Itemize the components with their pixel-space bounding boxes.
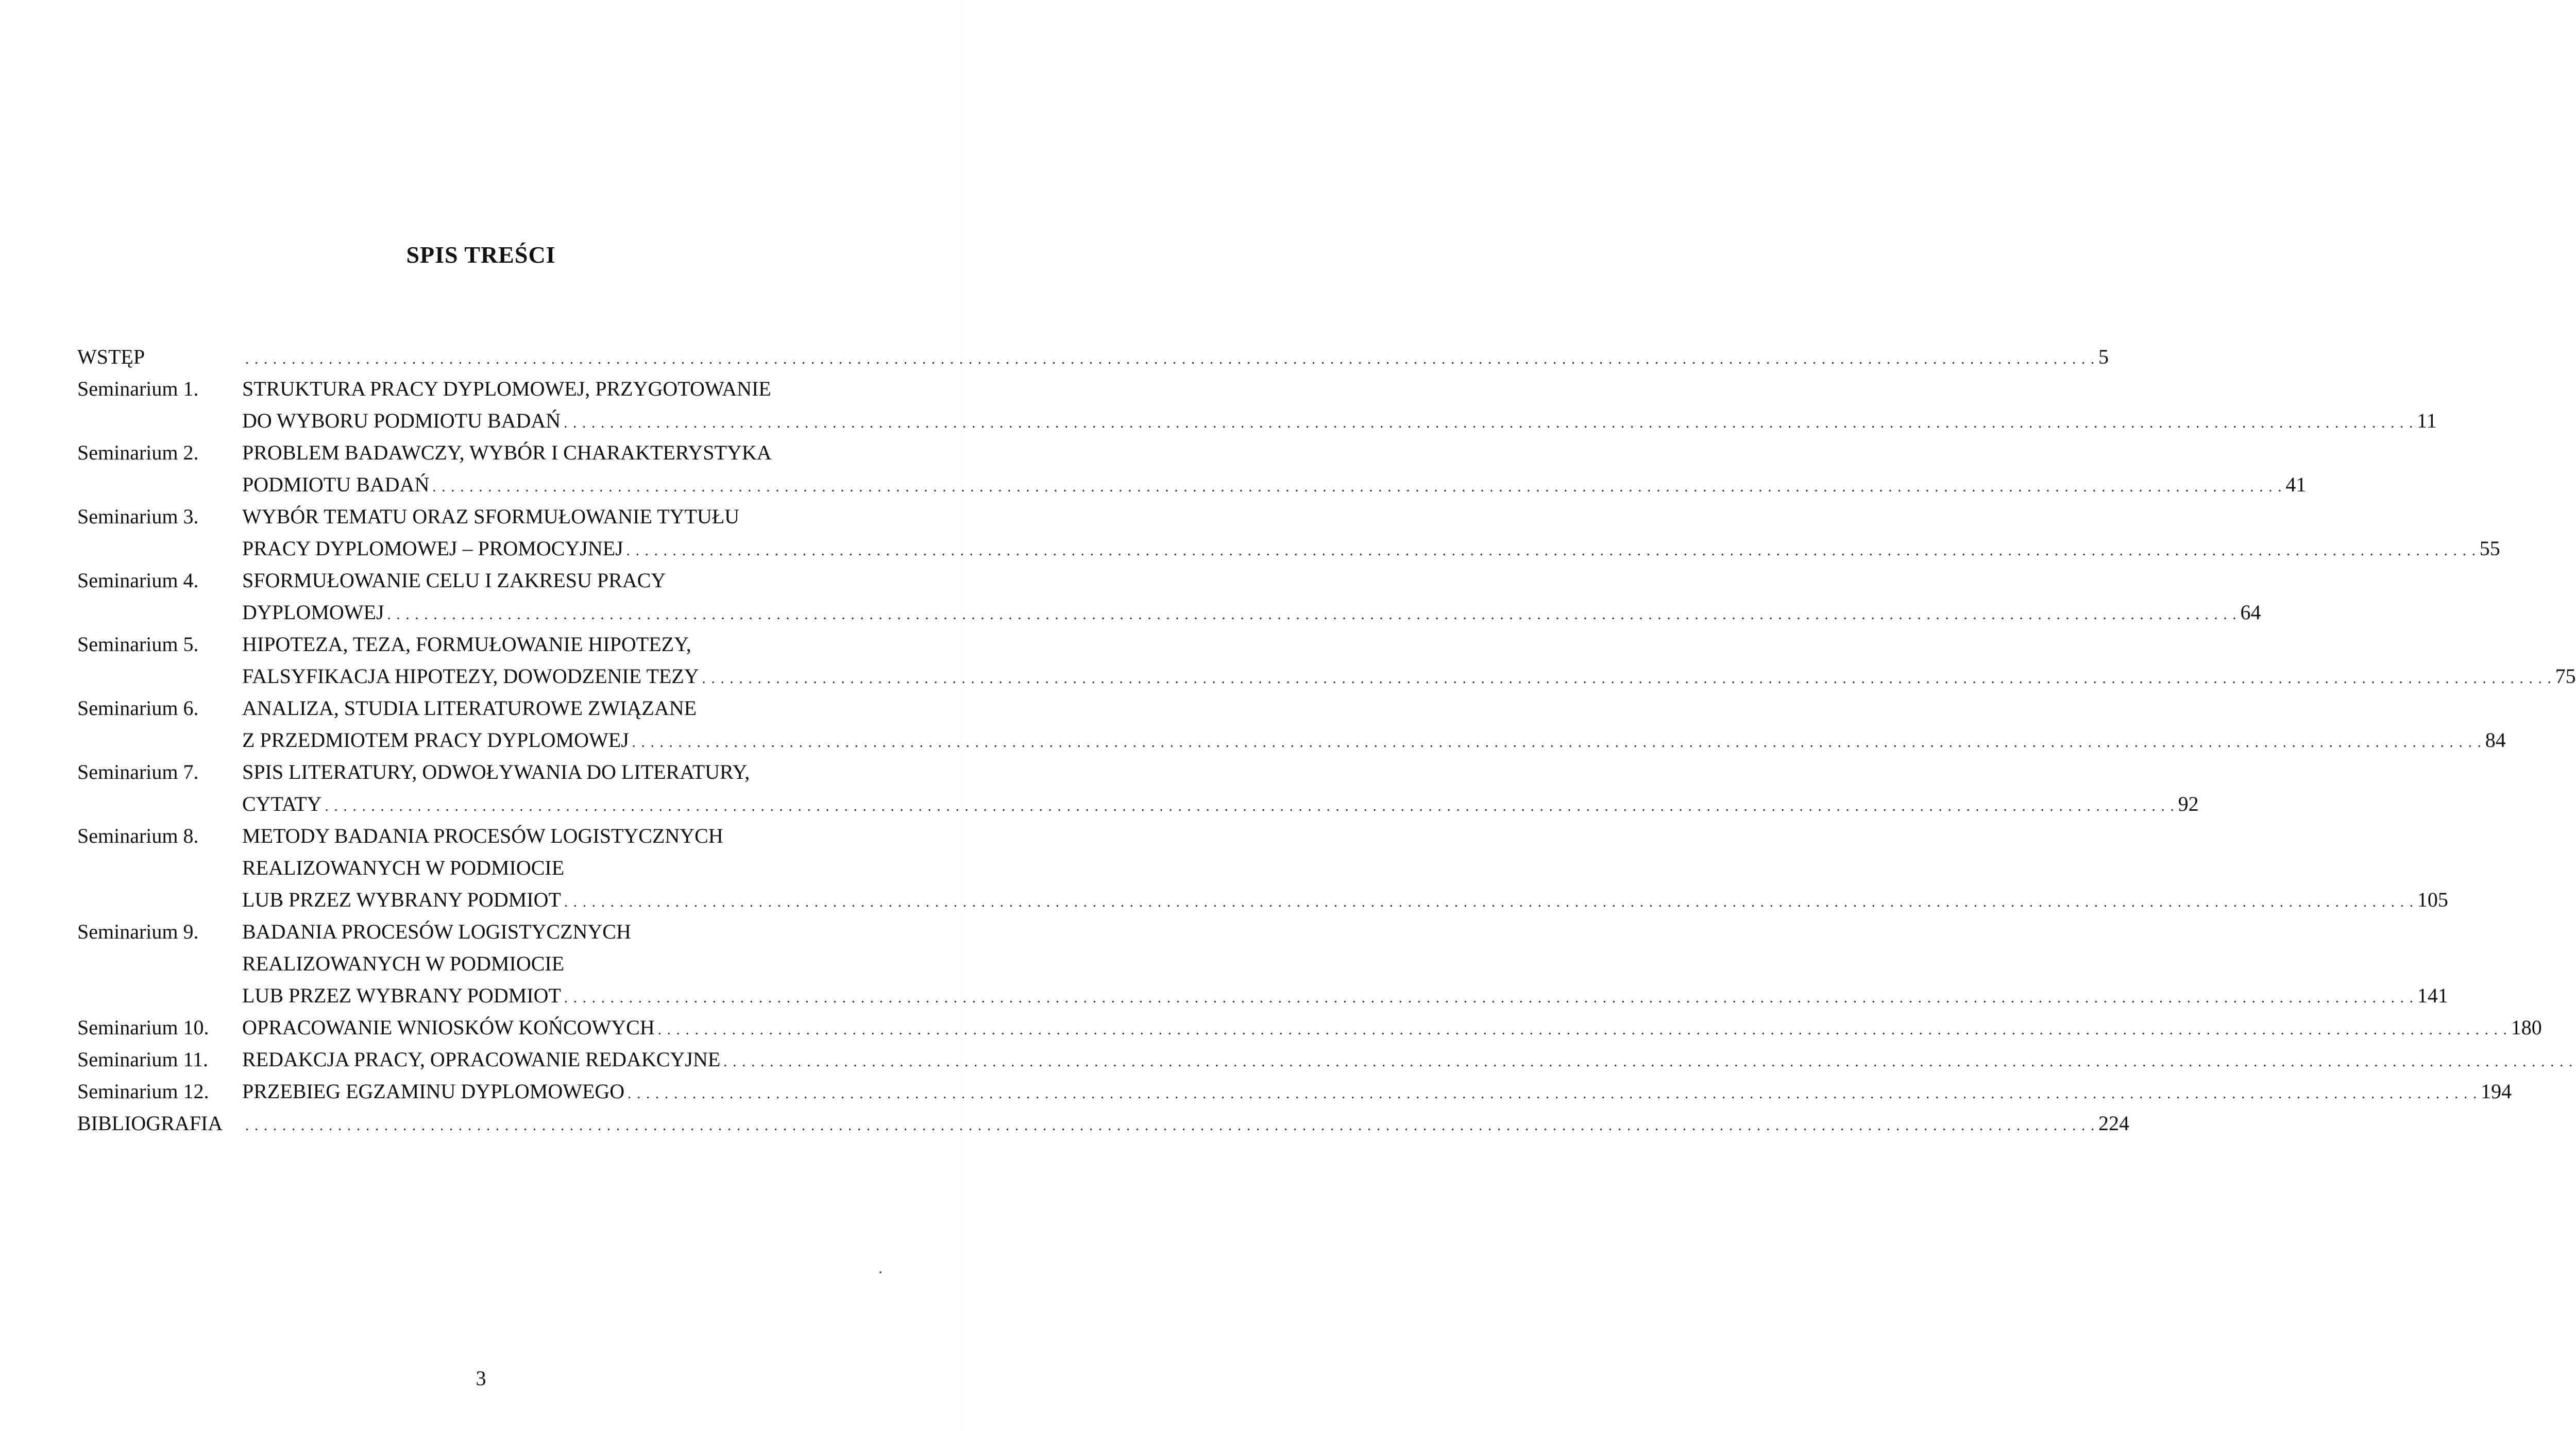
toc-entry-label: Seminarium 10.: [77, 1016, 209, 1039]
toc-title-text: DO WYBORU PODMIOTU BADAŃ: [242, 409, 561, 432]
dot-leader: . . . . . . . . . . . . . . . . . . . . . . . . . . . . . . . . . . . . . . . . . . . . . . . . . . . . . . . . . . . . . . . . . . . . . . . . . . . . . . . . . . . . . . . . . . . . . . . . . . . . . . . . . . . . . . . . . . . . . . . . . . . . . . . . . . . . . . . . . . . . . . . . . . . . . . . . . . . . . . . . . . . . . . . . . . . . . . . . . . . . . . . . . . . . . . . . . . . . . . . .: [564, 415, 2414, 431]
toc-title-text: PROBLEM BADAWCZY, WYBÓR I CHARAKTERYSTYKA: [242, 441, 772, 464]
toc-entry: [77, 437, 2307, 501]
toc-page-number: 92: [2178, 792, 2199, 815]
toc-entry-label: Seminarium 9.: [77, 920, 199, 943]
toc-entry: [77, 565, 2261, 628]
toc-entry-label: WSTĘP: [77, 345, 145, 368]
toc-entry: [77, 1012, 2542, 1044]
toc-page-number: 41: [2285, 473, 2307, 496]
toc-title-line: [242, 597, 2261, 628]
toc-entry-title: [242, 341, 2109, 373]
toc-entry: [77, 916, 2448, 1012]
toc-page-number: 141: [2417, 984, 2448, 1007]
toc-title-text: REALIZOWANYCH W PODMIOCIE: [242, 952, 565, 975]
toc-entry: [77, 628, 2576, 692]
toc-title-text: LUB PRZEZ WYBRANY PODMIOT: [242, 888, 561, 911]
toc-entry-label: Seminarium 5.: [77, 633, 199, 656]
toc-title-text: PRACY DYPLOMOWEJ – PROMOCYJNEJ: [242, 537, 623, 560]
toc-entry-label: Seminarium 12.: [77, 1080, 209, 1103]
dot-leader: . . . . . . . . . . . . . . . . . . . . . . . . . . . . . . . . . . . . . . . . . . . . . . . . . . . . . . . . . . . . . . . . . . . . . . . . . . . . . . . . . . . . . . . . . . . . . . . . . . . . . . . . . . . . . . . . . . . . . . . . . . . . . . . . . . . . . . . . . . . . . . . . . . . . . . . . . . . . . . . . . . . . . . . . . . . . . . . . . . . . . . . . . . . . . . . . . . . . . . . .: [245, 1118, 2095, 1134]
page-title: SPIS TREŚCI: [406, 242, 556, 268]
dot-leader: . . . . . . . . . . . . . . . . . . . . . . . . . . . . . . . . . . . . . . . . . . . . . . . . . . . . . . . . . . . . . . . . . . . . . . . . . . . . . . . . . . . . . . . . . . . . . . . . . . . . . . . . . . . . . . . . . . . . . . . . . . . . . . . . . . . . . . . . . . . . . . . . . . . . . . . . . . . . . . . . . . . . . . . . . . . . . . . . . . . . . . . . . . . . . . . . . . . . . . . .: [723, 1054, 2574, 1070]
toc-page-number: 75: [2555, 665, 2576, 688]
toc-entry-title: [242, 1108, 2129, 1139]
toc-title-text: ANALIZA, STUDIA LITERATUROWE ZWIĄZANE: [242, 696, 697, 720]
toc-title-line: [242, 788, 2199, 820]
toc-entry-label: Seminarium 8.: [77, 824, 199, 847]
toc-entry: [77, 1108, 2129, 1139]
toc-entry-title: [242, 692, 2506, 756]
dot-leader: . . . . . . . . . . . . . . . . . . . . . . . . . . . . . . . . . . . . . . . . . . . . . . . . . . . . . . . . . . . . . . . . . . . . . . . . . . . . . . . . . . . . . . . . . . . . . . . . . . . . . . . . . . . . . . . . . . . . . . . . . . . . . . . . . . . . . . . . . . . . . . . . . . . . . . . . . . . . . . . . . . . . . . . . . . . . . . . . . . . . . . . . . . . . . . . . . . . . . . . .: [564, 894, 2414, 910]
toc-entry-label: Seminarium 11.: [77, 1048, 209, 1071]
toc-entry: [77, 756, 2199, 820]
toc-entry-label: Seminarium 1.: [77, 377, 199, 400]
toc-page-number: 5: [2098, 345, 2109, 368]
toc-title-line: [242, 437, 871, 469]
table-of-contents: [77, 341, 2576, 1139]
toc-title-line: [242, 916, 871, 948]
toc-page-number: 105: [2417, 888, 2448, 911]
toc-entry-title: [242, 565, 2261, 628]
toc-title-line: [242, 341, 2109, 373]
toc-entry: [77, 1076, 2512, 1108]
toc-title-line: [242, 533, 2500, 565]
toc-title-line: [242, 373, 871, 405]
toc-entry-title: [242, 373, 2437, 437]
toc-title-text: METODY BADANIA PROCESÓW LOGISTYCZNYCH: [242, 824, 723, 847]
dot-leader: . . . . . . . . . . . . . . . . . . . . . . . . . . . . . . . . . . . . . . . . . . . . . . . . . . . . . . . . . . . . . . . . . . . . . . . . . . . . . . . . . . . . . . . . . . . . . . . . . . . . . . . . . . . . . . . . . . . . . . . . . . . . . . . . . . . . . . . . . . . . . . . . . . . . . . . . . . . . . . . . . . . . . . . . . . . . . . . . . . . . . . . . . . . . . . . . . . . . . . . .: [632, 735, 2482, 751]
toc-title-line: [242, 469, 2307, 501]
dot-leader: . . . . . . . . . . . . . . . . . . . . . . . . . . . . . . . . . . . . . . . . . . . . . . . . . . . . . . . . . . . . . . . . . . . . . . . . . . . . . . . . . . . . . . . . . . . . . . . . . . . . . . . . . . . . . . . . . . . . . . . . . . . . . . . . . . . . . . . . . . . . . . . . . . . . . . . . . . . . . . . . . . . . . . . . . . . . . . . . . . . . . . . . . . . . . . . . . . . . . . . .: [564, 990, 2414, 1006]
toc-entry-label: Seminarium 2.: [77, 441, 199, 464]
scan-speck: [879, 1271, 882, 1273]
toc-entry-label: Seminarium 6.: [77, 696, 199, 720]
toc-title-line: [242, 884, 2448, 916]
dot-leader: . . . . . . . . . . . . . . . . . . . . . . . . . . . . . . . . . . . . . . . . . . . . . . . . . . . . . . . . . . . . . . . . . . . . . . . . . . . . . . . . . . . . . . . . . . . . . . . . . . . . . . . . . . . . . . . . . . . . . . . . . . . . . . . . . . . . . . . . . . . . . . . . . . . . . . . . . . . . . . . . . . . . . . . . . . . . . . . . . . . . . . . . . . . . . . . . . . . . . . . .: [387, 607, 2238, 623]
toc-title-line: [242, 1012, 2542, 1044]
toc-title-line: [242, 980, 2448, 1012]
toc-entry: [77, 820, 2448, 916]
toc-title-line: [242, 501, 871, 533]
toc-entry-title: [242, 1012, 2542, 1044]
toc-entry-title: [242, 1044, 2574, 1076]
toc-entry-label: Seminarium 3.: [77, 505, 199, 528]
toc-entry-title: [242, 820, 2448, 916]
toc-title-line: [242, 1108, 2129, 1139]
dot-leader: . . . . . . . . . . . . . . . . . . . . . . . . . . . . . . . . . . . . . . . . . . . . . . . . . . . . . . . . . . . . . . . . . . . . . . . . . . . . . . . . . . . . . . . . . . . . . . . . . . . . . . . . . . . . . . . . . . . . . . . . . . . . . . . . . . . . . . . . . . . . . . . . . . . . . . . . . . . . . . . . . . . . . . . . . . . . . . . . . . . . . . . . . . . . . . . . . . . . . . . .: [432, 479, 2283, 495]
toc-title-text: Z PRZEDMIOTEM PRACY DYPLOMOWEJ: [242, 728, 629, 752]
toc-page-number: 194: [2481, 1080, 2512, 1103]
toc-page-number: 84: [2485, 728, 2506, 752]
toc-entry: [77, 692, 2506, 756]
toc-entry-label: Seminarium 4.: [77, 569, 199, 592]
toc-entry-title: [242, 1076, 2512, 1108]
dot-leader: . . . . . . . . . . . . . . . . . . . . . . . . . . . . . . . . . . . . . . . . . . . . . . . . . . . . . . . . . . . . . . . . . . . . . . . . . . . . . . . . . . . . . . . . . . . . . . . . . . . . . . . . . . . . . . . . . . . . . . . . . . . . . . . . . . . . . . . . . . . . . . . . . . . . . . . . . . . . . . . . . . . . . . . . . . . . . . . . . . . . . . . . . . . . . . . . . . . . . . . .: [628, 1086, 2478, 1102]
toc-title-line: [242, 1076, 2512, 1108]
toc-title-line: [242, 1044, 2574, 1076]
toc-title-line: [242, 820, 871, 852]
toc-page-number: 11: [2417, 409, 2437, 432]
page-number: 3: [476, 1367, 486, 1390]
toc-title-line: [242, 948, 871, 980]
toc-title-line: [242, 565, 871, 597]
toc-title-text: HIPOTEZA, TEZA, FORMUŁOWANIE HIPOTEZY,: [242, 633, 691, 656]
toc-title-line: [242, 660, 2576, 692]
dot-leader: . . . . . . . . . . . . . . . . . . . . . . . . . . . . . . . . . . . . . . . . . . . . . . . . . . . . . . . . . . . . . . . . . . . . . . . . . . . . . . . . . . . . . . . . . . . . . . . . . . . . . . . . . . . . . . . . . . . . . . . . . . . . . . . . . . . . . . . . . . . . . . . . . . . . . . . . . . . . . . . . . . . . . . . . . . . . . . . . . . . . . . . . . . . . . . . . . . . . . . . .: [325, 798, 2175, 814]
toc-entry: [77, 501, 2500, 565]
toc-title-text: OPRACOWANIE WNIOSKÓW KOŃCOWYCH: [242, 1016, 655, 1039]
toc-title-text: CYTATY: [242, 792, 322, 815]
dot-leader: . . . . . . . . . . . . . . . . . . . . . . . . . . . . . . . . . . . . . . . . . . . . . . . . . . . . . . . . . . . . . . . . . . . . . . . . . . . . . . . . . . . . . . . . . . . . . . . . . . . . . . . . . . . . . . . . . . . . . . . . . . . . . . . . . . . . . . . . . . . . . . . . . . . . . . . . . . . . . . . . . . . . . . . . . . . . . . . . . . . . . . . . . . . . . . . . . . . . . . . .: [657, 1022, 2508, 1038]
toc-entry-label: Seminarium 7.: [77, 760, 199, 783]
toc-page-number: 55: [2479, 537, 2500, 560]
toc-title-line: [242, 628, 871, 660]
toc-entry-title: [242, 756, 2199, 820]
dot-leader: . . . . . . . . . . . . . . . . . . . . . . . . . . . . . . . . . . . . . . . . . . . . . . . . . . . . . . . . . . . . . . . . . . . . . . . . . . . . . . . . . . . . . . . . . . . . . . . . . . . . . . . . . . . . . . . . . . . . . . . . . . . . . . . . . . . . . . . . . . . . . . . . . . . . . . . . . . . . . . . . . . . . . . . . . . . . . . . . . . . . . . . . . . . . . . . . . . . . . . . .: [626, 543, 2477, 559]
dot-leader: . . . . . . . . . . . . . . . . . . . . . . . . . . . . . . . . . . . . . . . . . . . . . . . . . . . . . . . . . . . . . . . . . . . . . . . . . . . . . . . . . . . . . . . . . . . . . . . . . . . . . . . . . . . . . . . . . . . . . . . . . . . . . . . . . . . . . . . . . . . . . . . . . . . . . . . . . . . . . . . . . . . . . . . . . . . . . . . . . . . . . . . . . . . . . . . . . . . . . . . .: [702, 671, 2552, 687]
toc-title-line: [242, 724, 2506, 756]
toc-title-text: PRZEBIEG EGZAMINU DYPLOMOWEGO: [242, 1080, 625, 1103]
toc-title-text: SFORMUŁOWANIE CELU I ZAKRESU PRACY: [242, 569, 666, 592]
toc-entry-label: BIBLIOGRAFIA: [77, 1112, 223, 1135]
toc-entry: [77, 341, 2109, 373]
toc-entry-title: [242, 501, 2500, 565]
toc-page-number: 180: [2511, 1016, 2542, 1039]
toc-title-text: DYPLOMOWEJ: [242, 601, 384, 624]
toc-title-text: FALSYFIKACJA HIPOTEZY, DOWODZENIE TEZY: [242, 665, 699, 688]
toc-title-line: [242, 756, 871, 788]
toc-title-text: REDAKCJA PRACY, OPRACOWANIE REDAKCYJNE: [242, 1048, 721, 1071]
toc-entry-title: [242, 437, 2307, 501]
toc-title-line: [242, 692, 871, 724]
toc-title-text: PODMIOTU BADAŃ: [242, 473, 430, 496]
toc-page-number: 64: [2240, 601, 2261, 624]
toc-title-text: STRUKTURA PRACY DYPLOMOWEJ, PRZYGOTOWANIE: [242, 377, 771, 400]
toc-page-number: 224: [2098, 1112, 2129, 1135]
toc-title-text: WYBÓR TEMATU ORAZ SFORMUŁOWANIE TYTUŁU: [242, 505, 740, 528]
toc-title-line: [242, 852, 871, 884]
toc-entry-title: [242, 628, 2576, 692]
toc-entry: [77, 373, 2437, 437]
dot-leader: . . . . . . . . . . . . . . . . . . . . . . . . . . . . . . . . . . . . . . . . . . . . . . . . . . . . . . . . . . . . . . . . . . . . . . . . . . . . . . . . . . . . . . . . . . . . . . . . . . . . . . . . . . . . . . . . . . . . . . . . . . . . . . . . . . . . . . . . . . . . . . . . . . . . . . . . . . . . . . . . . . . . . . . . . . . . . . . . . . . . . . . . . . . . . . . . . . . . . . . .: [245, 351, 2095, 367]
toc-entry-title: [242, 916, 2448, 1012]
toc-title-text: LUB PRZEZ WYBRANY PODMIOT: [242, 984, 561, 1007]
toc-title-text: SPIS LITERATURY, ODWOŁYWANIA DO LITERATURY,: [242, 760, 750, 783]
toc-title-line: [242, 405, 2437, 437]
toc-entry: [77, 1044, 2574, 1076]
toc-title-text: REALIZOWANYCH W PODMIOCIE: [242, 856, 565, 879]
toc-title-text: BADANIA PROCESÓW LOGISTYCZNYCH: [242, 920, 631, 943]
